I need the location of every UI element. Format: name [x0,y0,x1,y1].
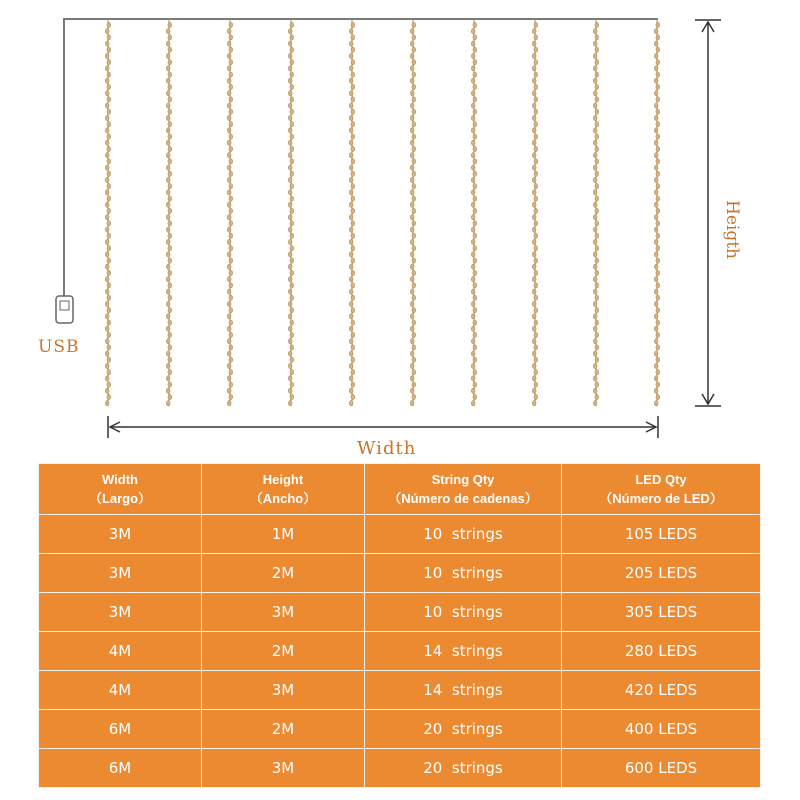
table-row [39,593,761,632]
specification-table [38,463,761,788]
table-cell: 2M [202,554,365,593]
led-string [532,19,537,406]
usb-cable [64,19,658,300]
led-string [410,19,415,406]
table-cell: 14 strings [365,671,562,710]
column-header [39,464,202,515]
width-dimension-arrow [108,416,658,438]
led-string [654,19,659,406]
table-cell: 1M [202,515,365,554]
table-cell: 4M [39,671,202,710]
table-cell: 3M [202,749,365,788]
column-header-subtitle: （Largo） [88,491,152,506]
table-cell: 20 strings [365,749,562,788]
column-header-title: LED Qty [635,472,687,487]
table-cell: 305 LEDS [562,593,761,632]
table-cell: 6M [39,710,202,749]
led-string [471,19,476,406]
table-cell: 20 strings [365,710,562,749]
table-cell: 2M [202,710,365,749]
table-cell: 10 strings [365,515,562,554]
column-header [202,464,365,515]
column-header-subtitle: （Número de cadenas） [388,491,538,506]
usb-label: USB [38,337,80,357]
table-cell: 3M [39,515,202,554]
led-strings [105,19,659,406]
table-header-row [39,464,761,515]
column-header-title: Height [262,472,304,487]
column-header-subtitle: （Número de LED） [599,491,723,506]
led-string [166,19,171,406]
table-cell: 280 LEDS [562,632,761,671]
column-header [562,464,761,515]
table-cell: 6M [39,749,202,788]
table-cell: 3M [202,671,365,710]
table-cell: 105 LEDS [562,515,761,554]
table-body [39,515,761,788]
height-dimension-arrow [695,20,721,406]
led-string [593,19,598,406]
table-row [39,710,761,749]
usb-plug-icon [56,296,73,323]
table-cell: 4M [39,632,202,671]
led-string [227,19,232,406]
table-cell: 205 LEDS [562,554,761,593]
table-row [39,554,761,593]
table-row [39,632,761,671]
table-cell: 3M [39,593,202,632]
table-row [39,671,761,710]
table-cell: 400 LEDS [562,710,761,749]
table-row [39,515,761,554]
column-header [365,464,562,515]
table-cell: 600 LEDS [562,749,761,788]
table-cell: 14 strings [365,632,562,671]
height-label: Heigth [722,200,742,259]
table-row [39,749,761,788]
led-string [349,19,354,406]
column-header-subtitle: （Ancho） [249,491,317,506]
led-string [288,19,293,406]
width-label: Width [357,438,417,459]
table-cell: 2M [202,632,365,671]
table-cell: 10 strings [365,593,562,632]
table-cell: 3M [39,554,202,593]
table-cell: 3M [202,593,365,632]
table-cell: 420 LEDS [562,671,761,710]
column-header-title: Width [102,472,138,487]
led-string [105,19,110,406]
column-header-title: String Qty [431,472,495,487]
table-cell: 10 strings [365,554,562,593]
